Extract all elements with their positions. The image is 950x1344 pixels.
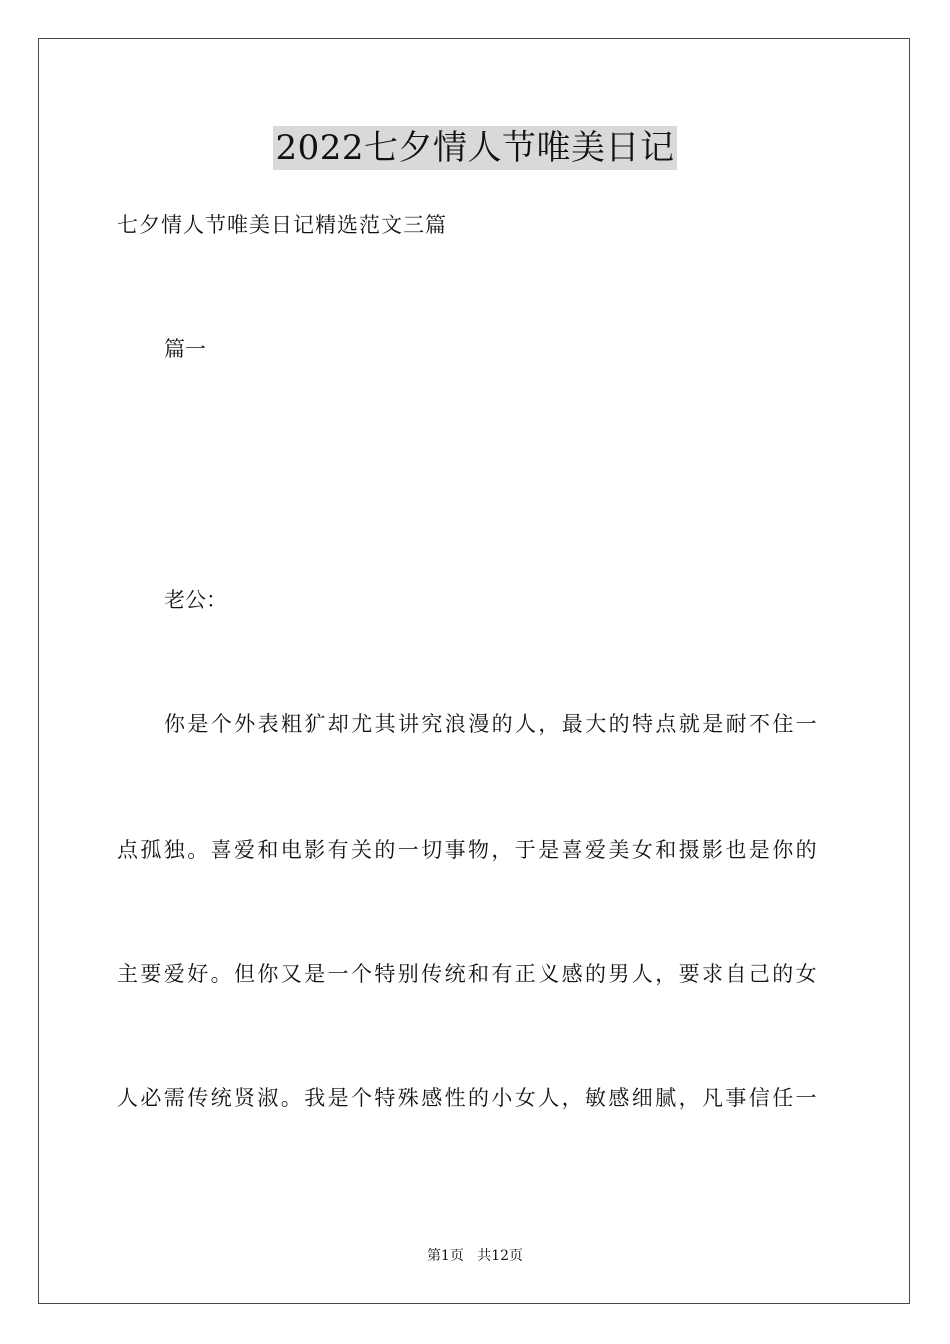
footer-page-current: 第1页	[426, 1248, 464, 1264]
page-footer	[0, 1246, 950, 1266]
body-line-3: 主要爱好。但你又是一个特别传统和有正义感的男人，要求自己的女	[117, 962, 819, 986]
title-container	[0, 126, 950, 170]
body-line-1: 你是个外表粗犷却尤其讲究浪漫的人，最大的特点就是耐不住一	[164, 712, 820, 736]
salutation: 老公：	[164, 588, 227, 612]
body-line-4: 人必需传统贤淑。我是个特殊感性的小女人，敏感细腻，凡事信任一	[117, 1086, 819, 1110]
document-subtitle: 七夕情人节唯美日记精选范文三篇	[117, 213, 447, 237]
body-line-2: 点孤独。喜爱和电影有关的一切事物，于是喜爱美女和摄影也是你的	[117, 838, 819, 862]
document-title: 2022七夕情人节唯美日记	[275, 128, 675, 168]
footer-page-total: 共12页	[477, 1248, 524, 1264]
section-heading: 篇一	[164, 337, 206, 361]
